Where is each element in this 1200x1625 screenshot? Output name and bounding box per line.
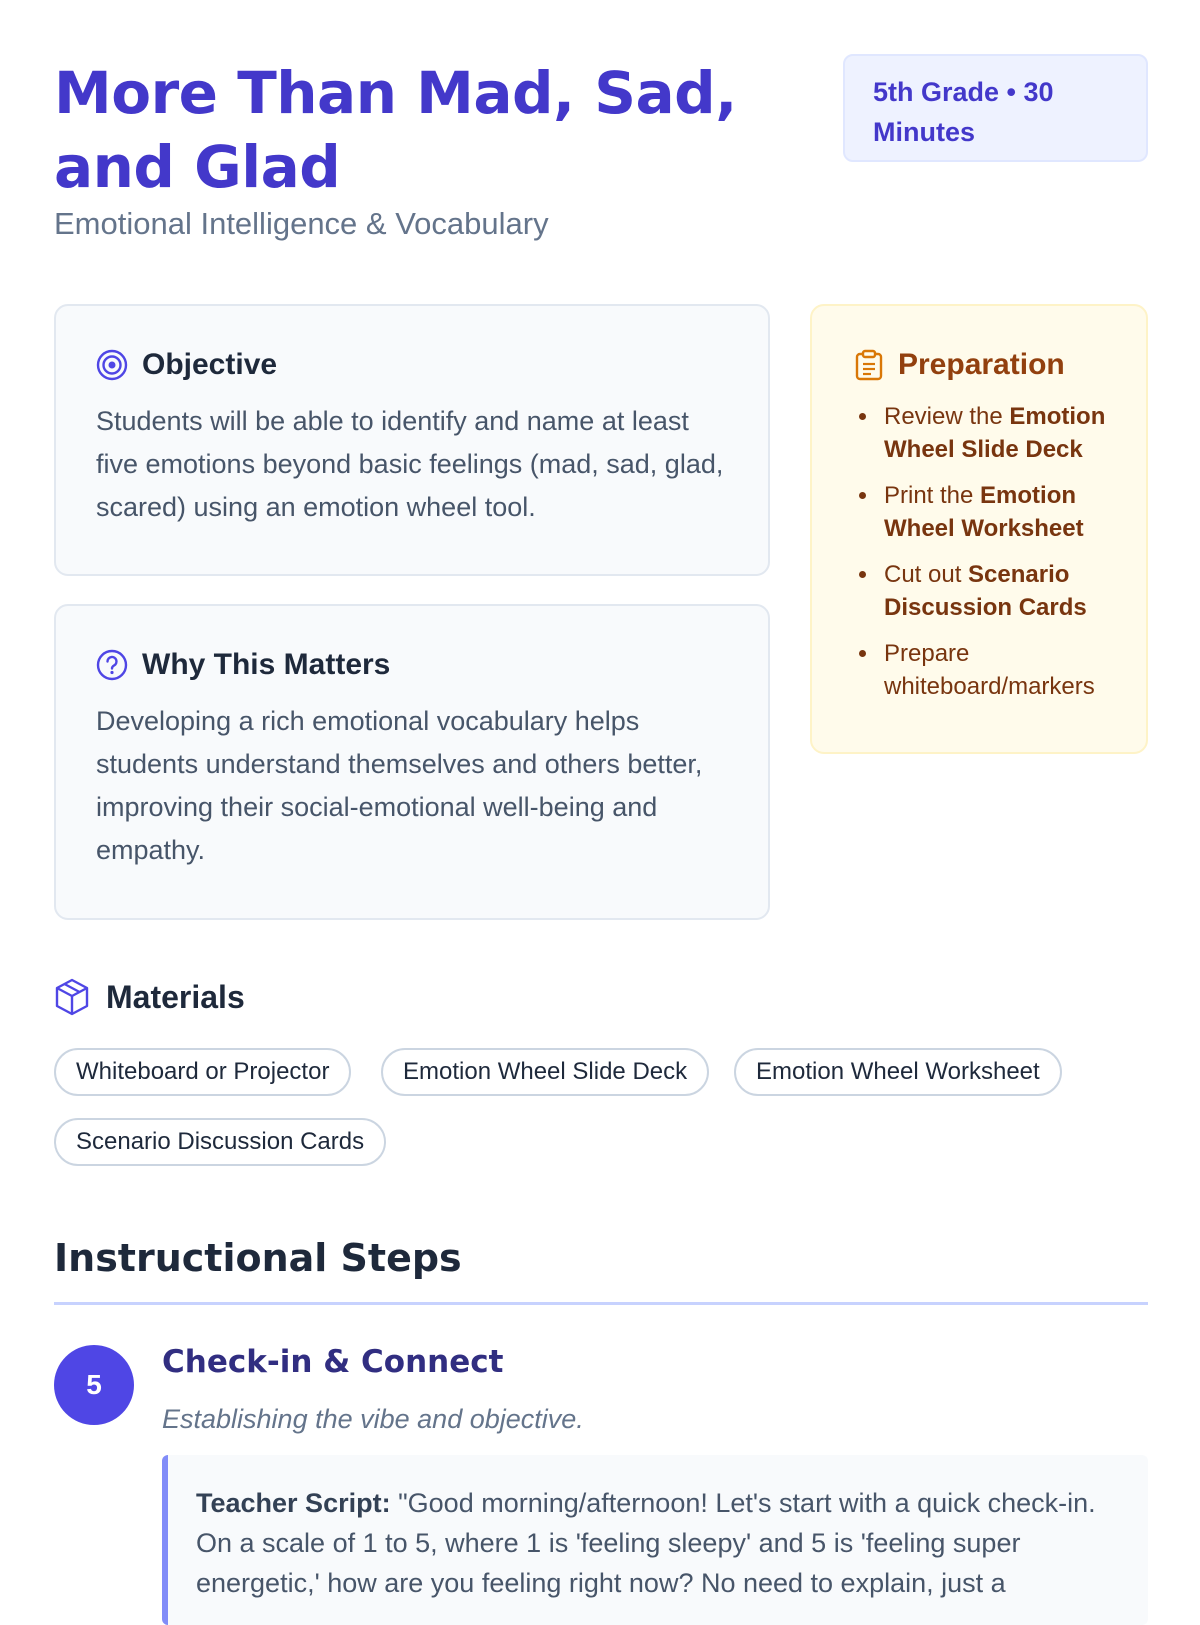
preparation-item: • Cut out Scenario Discussion Cards [880, 558, 1116, 624]
material-chip: Emotion Wheel Slide Deck [381, 1048, 709, 1096]
steps-heading: Instructional Steps [54, 1236, 462, 1280]
preparation-item: • Prepare whiteboard/markers [880, 637, 1116, 703]
material-chip: Emotion Wheel Worksheet [734, 1048, 1062, 1096]
script-label: Teacher Script: [196, 1488, 391, 1518]
preparation-card [810, 304, 1148, 754]
objective-card [54, 304, 770, 576]
question-circle-icon [96, 649, 128, 681]
material-chip: Whiteboard or Projector [54, 1048, 351, 1096]
why-heading: Why This Matters [142, 648, 391, 681]
step-number-badge: 5 [54, 1345, 134, 1425]
why-this-matters-card [54, 604, 770, 920]
materials-header [54, 978, 245, 1016]
page-subtitle: Emotional Intelligence & Vocabulary [54, 206, 549, 241]
step-subtitle: Establishing the vibe and objective. [162, 1404, 584, 1434]
clipboard-icon [854, 349, 884, 381]
divider [54, 1302, 1148, 1305]
preparation-item: • Review the Emotion Wheel Slide Deck [880, 400, 1116, 466]
grade-duration-badge: 5th Grade • 30 Minutes [843, 54, 1148, 162]
materials-heading: Materials [106, 978, 245, 1015]
objective-heading: Objective [142, 348, 278, 381]
script-text: "Good morning/afternoon! Let's start with a quick check-in. On a scale of 1 to 5, where 1 is 'feeling sleepy' and 5 is 'feeling super energetic,' how are you feeling right now? No need to explain, just a [196, 1488, 1096, 1598]
box-icon [54, 978, 90, 1016]
page-title: More Than Mad, Sad, and Glad [54, 59, 737, 201]
objective-text: Students will be able to identify and name at least five emotions beyond basic feelings (mad, sad, glad, scared) using an emotion wheel tool. [96, 406, 724, 522]
preparation-heading: Preparation [898, 348, 1065, 381]
why-text: Developing a rich emotional vocabulary helps students understand themselves and others better, improving their social-emotional well-being and empathy. [96, 706, 703, 865]
preparation-list [854, 400, 1116, 703]
step-title: Check-in & Connect [162, 1344, 504, 1380]
target-icon [96, 349, 128, 381]
material-chip: Scenario Discussion Cards [54, 1118, 386, 1166]
preparation-item: • Print the Emotion Wheel Worksheet [880, 479, 1116, 545]
